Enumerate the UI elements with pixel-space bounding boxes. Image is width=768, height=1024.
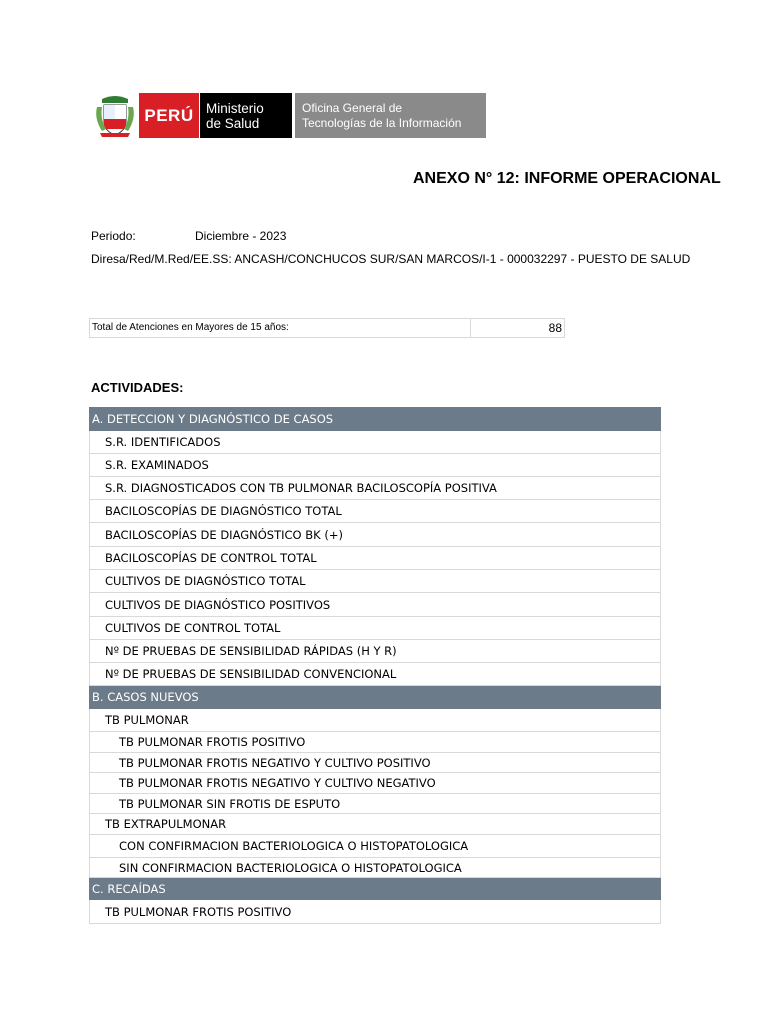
tb-pulmonar-subheader: TB PULMONAR (89, 709, 661, 732)
oficina-line2: Tecnologías de la Información (302, 115, 462, 130)
peru-coat-of-arms-logo (94, 93, 136, 139)
table-row: TB PULMONAR SIN FROTIS DE ESPUTO (89, 794, 661, 814)
ministerio-salud-box (200, 93, 292, 138)
tb-extrapulmonar-subheader: TB EXTRAPULMONAR (89, 814, 661, 835)
total-atenciones-row (89, 318, 565, 338)
table-row: TB PULMONAR FROTIS POSITIVO (89, 900, 661, 924)
table-row: TB PULMONAR FROTIS NEGATIVO Y CULTIVO NEGATIVO (89, 773, 661, 794)
section-c-header: C. RECAÍDAS (89, 878, 661, 900)
oficina-line1: Oficina General de (302, 100, 403, 115)
periodo-label: Periodo: (91, 229, 136, 243)
table-row: CULTIVOS DE CONTROL TOTAL (89, 617, 661, 640)
table-row: Nº DE PRUEBAS DE SENSIBILIDAD RÁPIDAS (H Y R) (89, 640, 661, 663)
peru-text: PERÚ (144, 105, 194, 125)
actividades-heading: ACTIVIDADES: (91, 380, 184, 395)
diresa-line: Diresa/Red/M.Red/EE.SS: ANCASH/CONCHUCOS SUR/SAN MARCOS/I-1 - 000032297 - PUESTO DE SALUD (91, 252, 691, 266)
table-row: S.R. EXAMINADOS (89, 454, 661, 477)
table-row: CON CONFIRMACION BACTERIOLOGICA O HISTOPATOLOGICA (89, 835, 661, 858)
table-row: Nº DE PRUEBAS DE SENSIBILIDAD CONVENCIONAL (89, 663, 661, 686)
ministerio-line2: de Salud (206, 115, 260, 131)
table-row: CULTIVOS DE DIAGNÓSTICO POSITIVOS (89, 593, 661, 617)
total-atenciones-value: 88 (548, 321, 562, 335)
oficina-tecnologias-box (295, 93, 486, 138)
table-row: S.R. DIAGNOSTICADOS CON TB PULMONAR BACILOSCOPÍA POSITIVA (89, 477, 661, 500)
activities-table (89, 407, 661, 924)
table-row: SIN CONFIRMACION BACTERIOLOGICA O HISTOPATOLOGICA (89, 858, 661, 878)
total-atenciones-label: Total de Atenciones en Mayores de 15 años: (90, 319, 471, 337)
table-row: BACILOSCOPÍAS DE DIAGNÓSTICO BK (+) (89, 523, 661, 547)
table-row: BACILOSCOPÍAS DE DIAGNÓSTICO TOTAL (89, 500, 661, 523)
ministerio-line1: Ministerio (206, 100, 264, 116)
table-row: BACILOSCOPÍAS DE CONTROL TOTAL (89, 547, 661, 570)
peru-brand-box (139, 93, 199, 138)
section-a-header: A. DETECCION Y DIAGNÓSTICO DE CASOS (89, 407, 661, 431)
table-row: CULTIVOS DE DIAGNÓSTICO TOTAL (89, 570, 661, 593)
section-b-header: B. CASOS NUEVOS (89, 686, 661, 709)
table-row: TB PULMONAR FROTIS NEGATIVO Y CULTIVO POSITIVO (89, 753, 661, 773)
table-row: TB PULMONAR FROTIS POSITIVO (89, 732, 661, 753)
periodo-value: Diciembre - 2023 (195, 229, 287, 243)
page-title: ANEXO N° 12: INFORME OPERACIONAL (413, 170, 721, 187)
table-row: S.R. IDENTIFICADOS (89, 431, 661, 454)
